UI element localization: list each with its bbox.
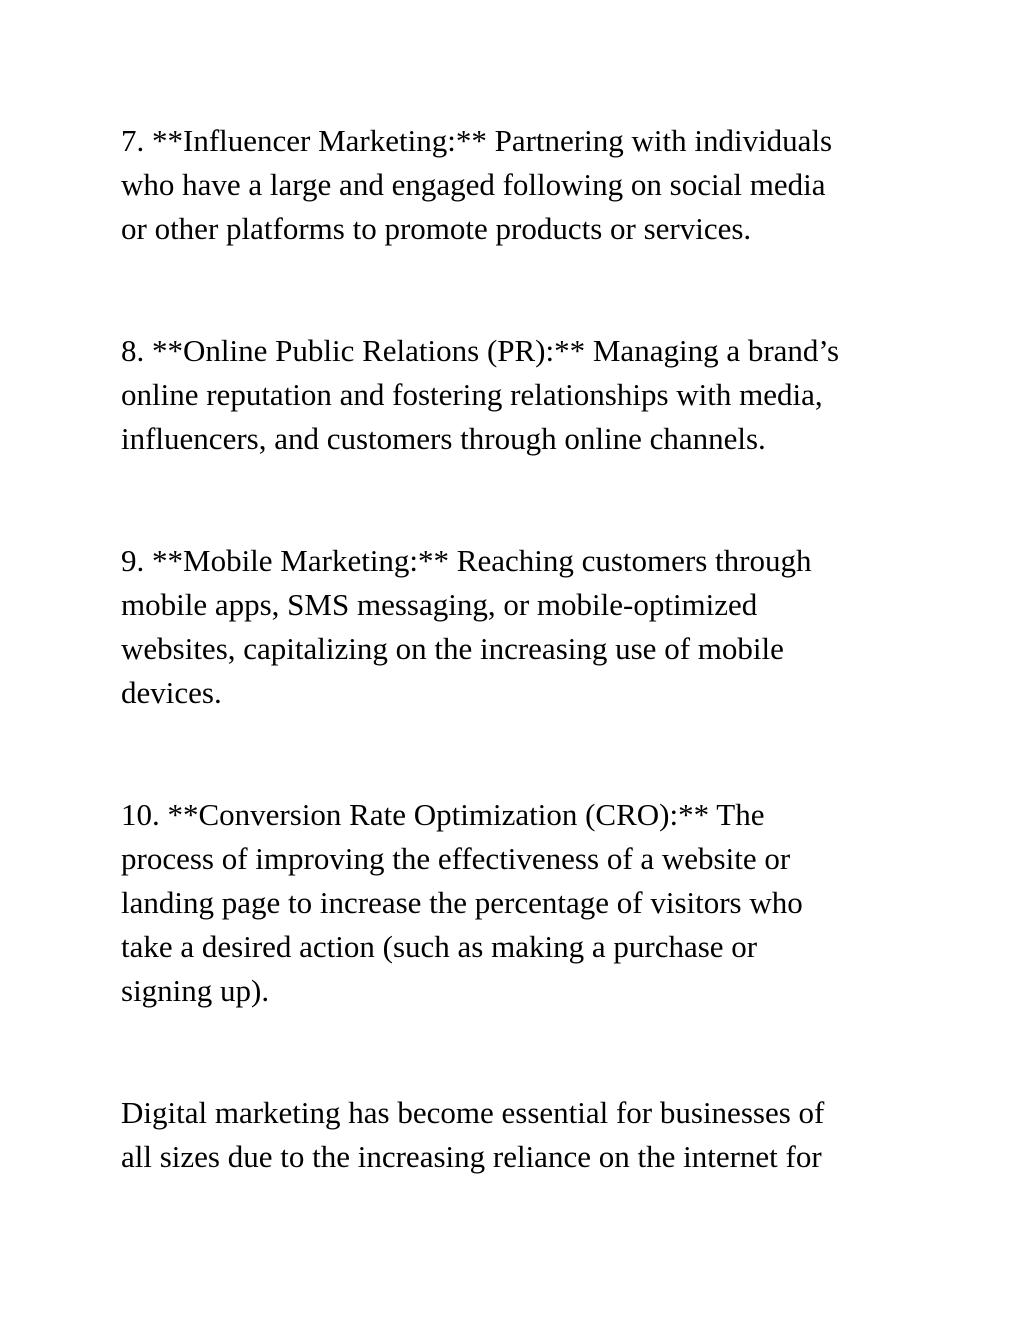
paragraph-online-public-relations: 8. **Online Public Relations (PR):** Managing a brand’s online reputation and fostering relationships with media, influencers, and customers through online channels. (121, 333, 840, 456)
paragraph-conversion-rate-optimization: 10. **Conversion Rate Optimization (CRO):** The process of improving the effectiveness of a website or landing page to increase the percentage of visitors who take a desired action (such as making a purchase or signing up). (121, 797, 803, 1008)
document-body (121, 119, 911, 1179)
paragraph-mobile-marketing: 9. **Mobile Marketing:** Reaching customers through mobile apps, SMS messaging, or mobile-optimized websites, capitalizing on the increasing use of mobile devices. (121, 543, 812, 710)
paragraph-influencer-marketing: 7. **Influencer Marketing:** Partnering with individuals who have a large and engaged following on social media or other platforms to promote products or services. (121, 123, 833, 246)
paragraph-digital-marketing-summary: Digital marketing has become essential for businesses of all sizes due to the increasing reliance on the internet for (121, 1095, 825, 1174)
